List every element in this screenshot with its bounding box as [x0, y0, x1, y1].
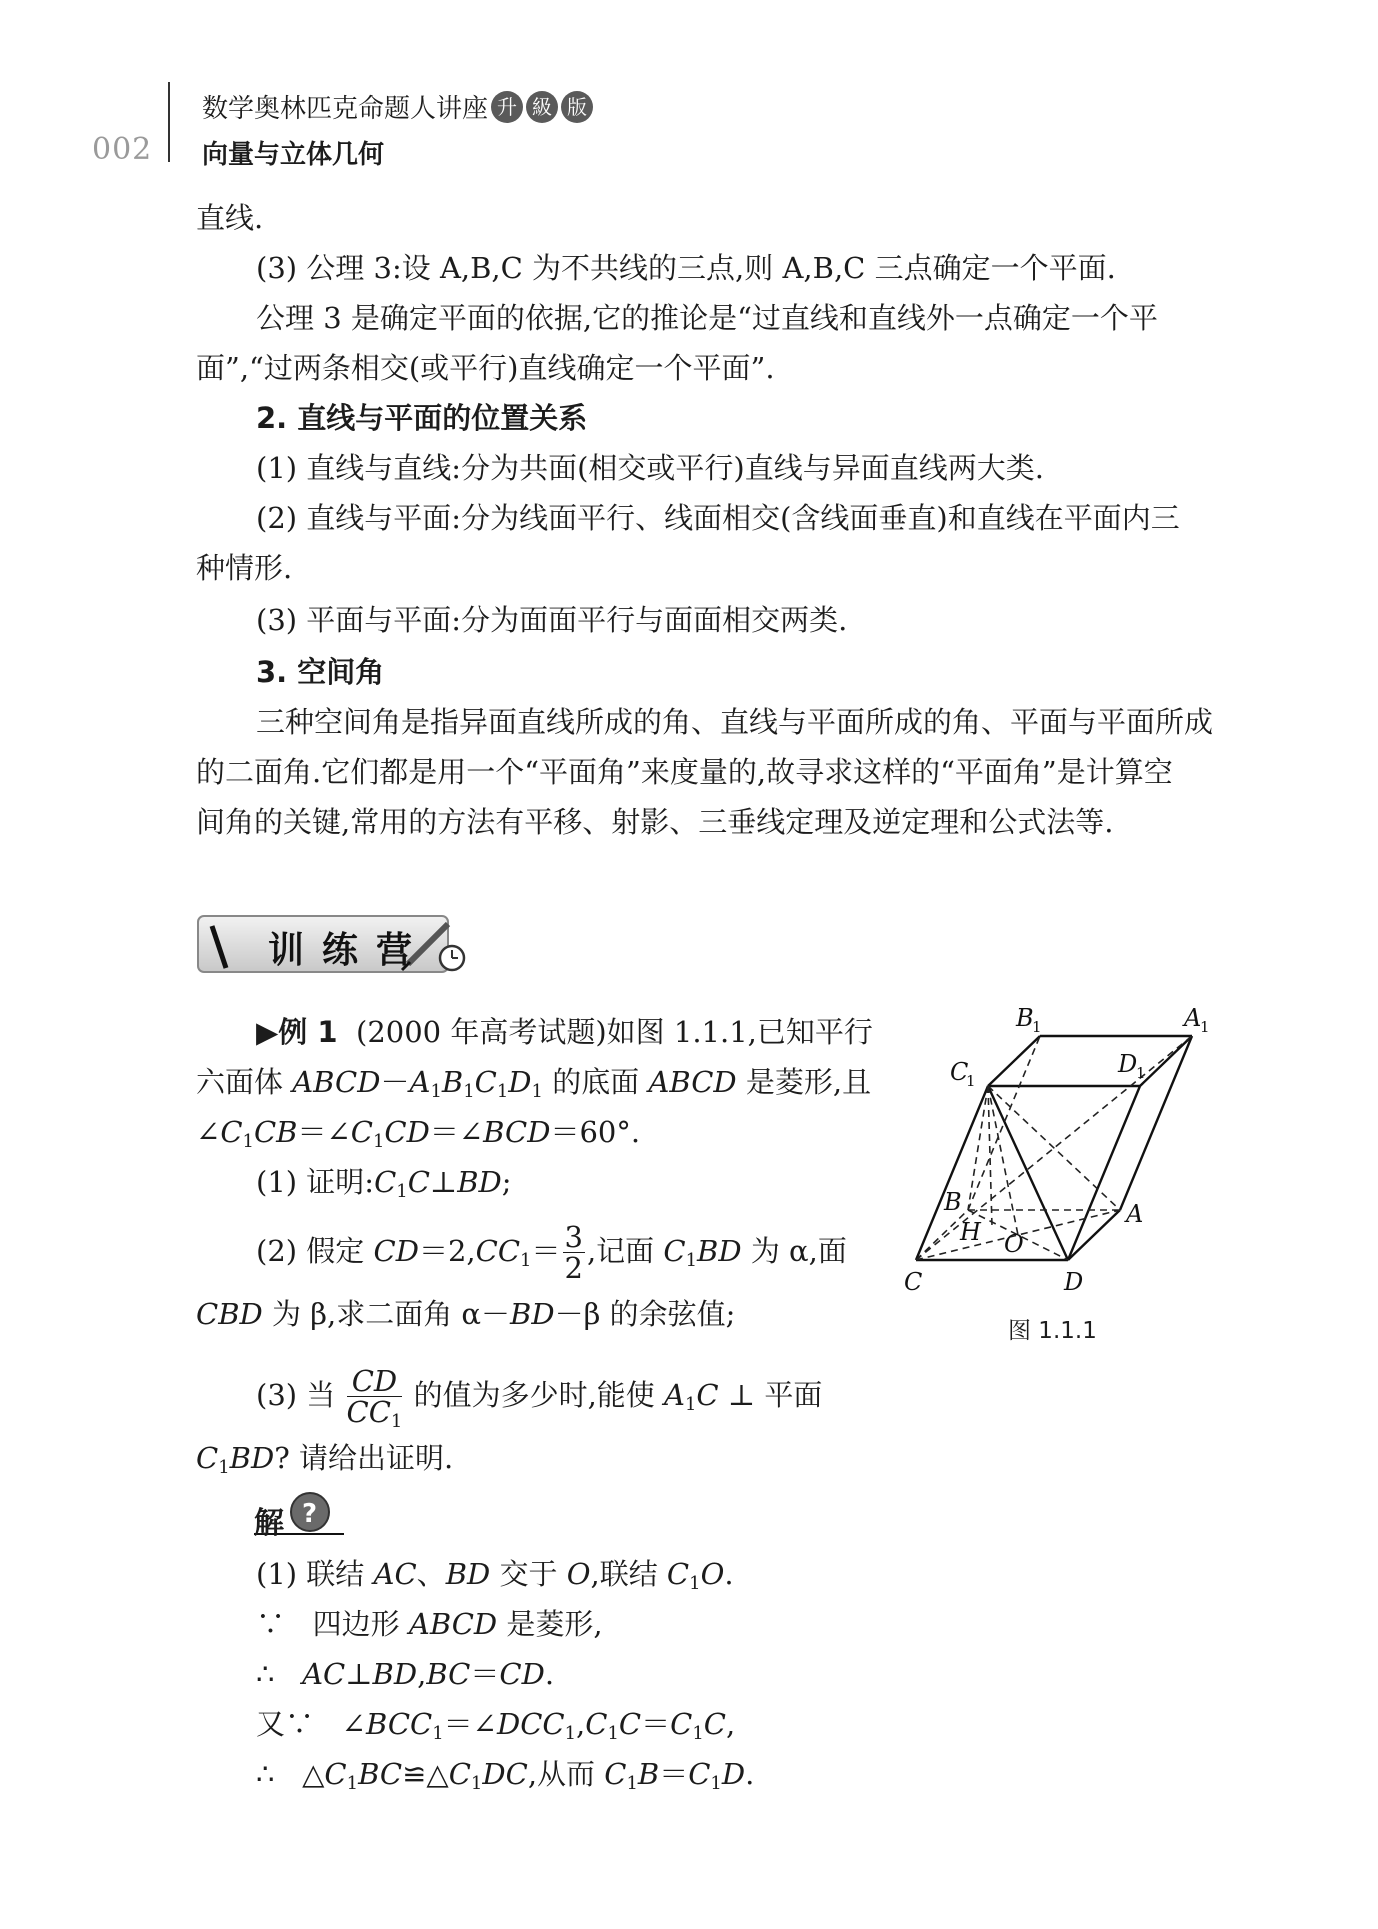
volume-title: 向量与立体几何: [202, 140, 385, 170]
text-line: 直线.: [196, 201, 264, 235]
text-line: 种情形.: [196, 551, 293, 585]
label-D: D: [1064, 1268, 1084, 1296]
text-line: 间角的关键,常用的方法有平移、射影、三垂线定理及逆定理和公式法等.: [196, 805, 1114, 839]
section-heading: 3. 空间角: [256, 655, 385, 689]
figure-parallelepiped: [900, 1000, 1220, 1314]
series-title-text: 数学奥林匹克命题人讲座: [202, 94, 489, 124]
example-part-2: (2) 假定 $CD=2,CC_1=$ $\frac{3}{2}$ ,记面 $C_1BD$ 为 α,面: [256, 1220, 847, 1286]
parallelepiped-diagram: [900, 1000, 1220, 1310]
example-line-3: $\angle C_1CB=\angle C_1CD=\angle BCD=60^\circ$.: [196, 1115, 641, 1152]
text-line: 的二面角.它们都是用一个“平面角”来度量的,故寻求这样的“平面角”是计算空: [196, 755, 1173, 789]
label-A1: A: [1184, 1004, 1202, 1032]
example-label: ▶例 1: [256, 1015, 338, 1049]
figure-caption: 图 1.1.1: [1008, 1318, 1097, 1344]
label-B: B: [944, 1188, 962, 1216]
solution-line-3: ∴ AC⊥BD,BC＝CD.: [256, 1657, 555, 1691]
text-line: (1) 直线与直线:分为共面(相交或平行)直线与异面直线两大类.: [256, 451, 1044, 485]
section-heading: 2. 直线与平面的位置关系: [256, 401, 588, 435]
text-line: 面”,“过两条相交(或平行)直线确定一个平面”.: [196, 351, 775, 385]
label-H: H: [960, 1218, 981, 1246]
label-B1-sub: 1: [1032, 1018, 1042, 1036]
label-A: A: [1126, 1200, 1144, 1228]
example-part-1: (1) 证明$:C_1C\perp BD$;: [256, 1165, 512, 1202]
text-line: (3) 公理 3:设 A,B,C 为不共线的三点,则 A,B,C 三点确定一个平面.: [256, 251, 1116, 285]
solution-line-5: ∴ $\triangle C_1BC≌\triangle C_1DC$,从而 $C_1B=C_1D$.: [256, 1757, 755, 1794]
label-D1: D: [1118, 1050, 1138, 1078]
example-line-2: 六面体 $ABCD-A_1B_1C_1D_1$ 的底面 ABCD 是菱形,且: [196, 1065, 872, 1102]
example-line-1: ▶例 1 (2000 年高考试题)如图 1.1.1,已知平行: [256, 1015, 873, 1049]
solution-line-4: 又∵ $\angle BCC_1=\angle DCC_1,C_1C=C_1C$,: [256, 1707, 736, 1744]
solution-line-2: ∵ 四边形 ABCD 是菱形,: [256, 1607, 603, 1641]
solution-line-1: (1) 联结 AC、BD 交于 O,联结 $C_1O$.: [256, 1557, 734, 1594]
text-line: 公理 3 是确定平面的依据,它的推论是“过直线和直线外一点确定一个平: [256, 301, 1158, 335]
section-banner: [196, 912, 478, 978]
example-part-3-cont: $C_1BD$? 请给出证明.: [196, 1441, 454, 1478]
label-C: C: [904, 1268, 923, 1296]
label-C1-sub: 1: [966, 1072, 976, 1090]
solution-title: 解: [254, 1506, 284, 1541]
page-number: 002: [92, 132, 153, 167]
text-line: (3) 平面与平面:分为面面平行与面面相交两类.: [256, 603, 848, 637]
edition-badge-2: 級: [526, 91, 558, 123]
edition-badge-1: 升: [491, 91, 523, 123]
label-C1: C: [950, 1058, 969, 1086]
example-part-2-cont: CBD 为 β,求二面角 α－BD－β 的余弦值;: [196, 1297, 736, 1331]
series-title: [202, 88, 593, 125]
text-line: 三种空间角是指异面直线所成的角、直线与平面所成的角、平面与平面所成: [256, 705, 1214, 739]
label-A1-sub: 1: [1200, 1018, 1210, 1036]
example-source: (2000 年高考试题): [356, 1015, 607, 1049]
text-line: (2) 直线与平面:分为线面平行、线面相交(含线面垂直)和直线在平面内三: [256, 501, 1180, 535]
example-part-3: (3) 当 $\frac{CD}{CC_1}$ 的值为多少时,能使 $A_1C$ ⊥ 平面: [256, 1364, 823, 1433]
label-D1-sub: 1: [1136, 1064, 1146, 1082]
edition-badge-3: 版: [561, 91, 593, 123]
banner-title: 训练营: [268, 930, 431, 971]
header-divider: [168, 82, 170, 162]
label-B1: B: [1016, 1004, 1034, 1032]
svg-text:?: ?: [302, 1499, 318, 1529]
label-O: O: [1004, 1230, 1024, 1258]
